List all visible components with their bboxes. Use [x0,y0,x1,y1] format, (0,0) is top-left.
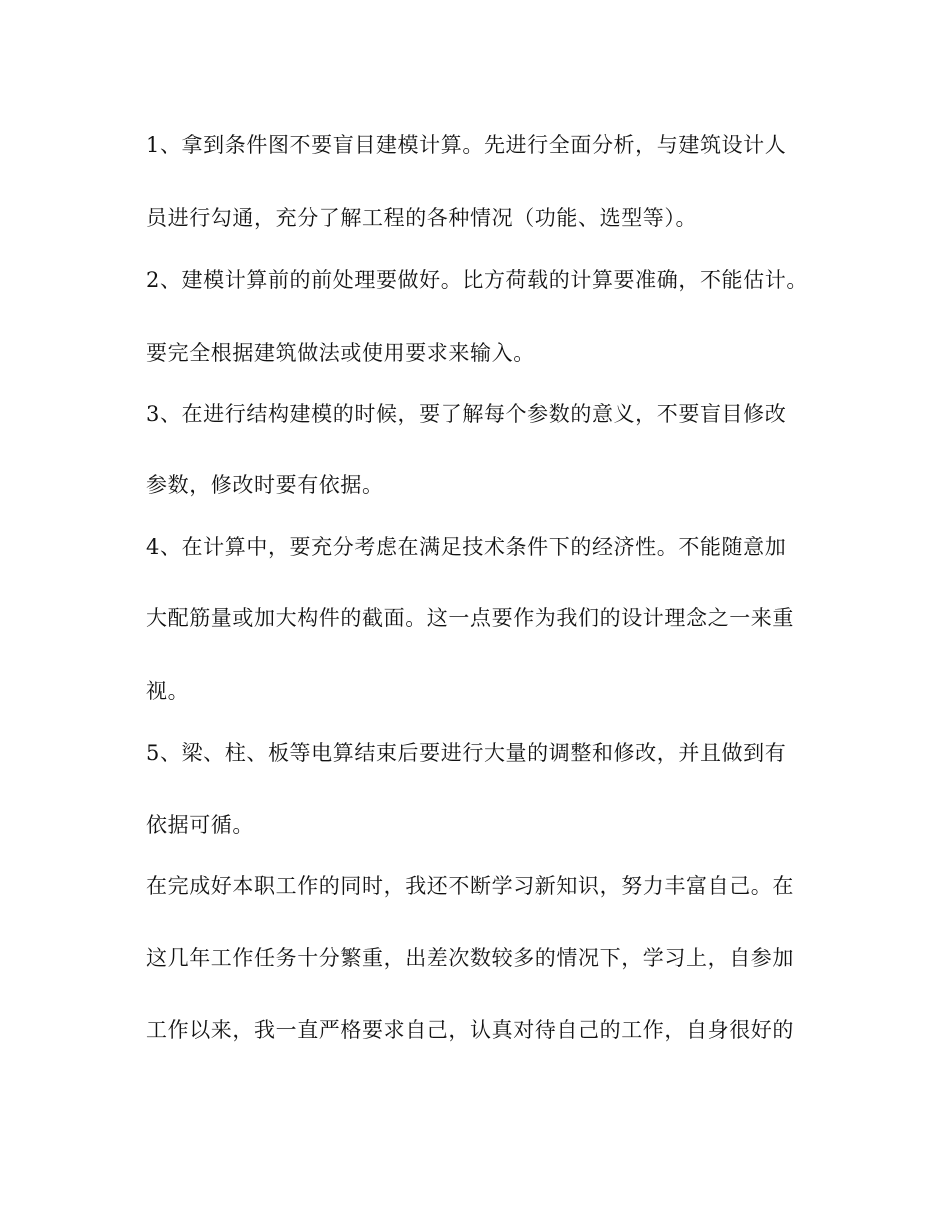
text-line-3: 2、建模计算前的前处理要做好。比方荷载的计算要准确，不能估计。 [146,268,808,292]
text-line-9: 视。 [146,679,190,703]
text-line-14: 工作以来，我一直严格要求自己，认真对待自己的工作，自身很好的 [146,1018,794,1042]
text-line-11: 依据可循。 [146,813,254,837]
text-line-7: 4、在计算中，要充分考虑在满足技术条件下的经济性。不能随意加 [146,535,787,559]
text-line-10: 5、梁、柱、板等电算结束后要进行大量的调整和修改，并且做到有 [146,741,787,765]
text-line-4: 要完全根据建筑做法或使用要求来输入。 [146,341,535,365]
text-line-2: 员进行勾通，充分了解工程的各种情况（功能、选型等）。 [146,206,698,230]
text-line-8: 大配筋量或加大构件的截面。这一点要作为我们的设计理念之一来重 [146,606,794,630]
text-line-13: 这几年工作任务十分繁重，出差次数较多的情况下，学习上，自参加 [146,946,794,970]
text-line-12: 在完成好本职工作的同时，我还不断学习新知识，努力丰富自己。在 [146,874,794,898]
text-line-5: 3、在进行结构建模的时候，要了解每个参数的意义，不要盲目修改 [146,402,787,426]
text-line-6: 参数，修改时要有依据。 [146,473,384,497]
text-line-1: 1、拿到条件图不要盲目建模计算。先进行全面分析，与建筑设计人 [146,133,787,157]
